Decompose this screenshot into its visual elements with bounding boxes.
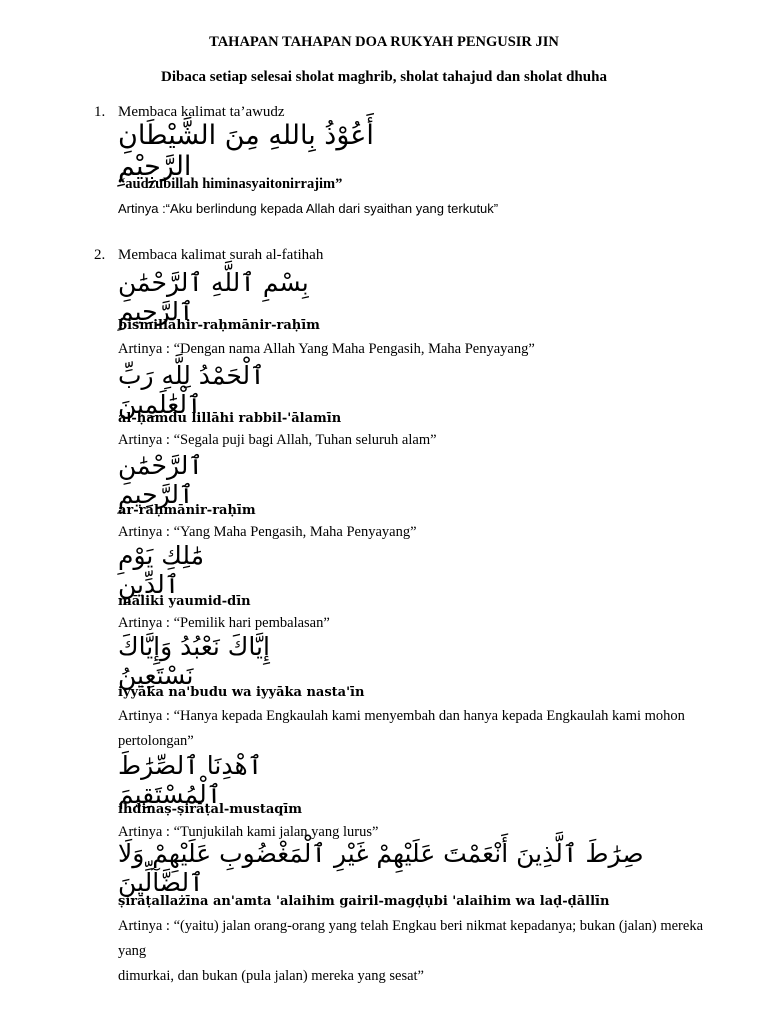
section-heading-text: Membaca kalimat surah al-fatihah (118, 247, 324, 263)
transliteration-verse-1: bismillāhir-raḥmānir-raḥīm (118, 318, 320, 333)
section-number: 1. (94, 104, 106, 120)
section-2-heading (94, 247, 323, 264)
transliteration-verse-4: māliki yaumid-dīn (118, 594, 251, 609)
meaning-verse-7-line-2: dimurkai, dan bukan (pula jalan) mereka yang sesat” (118, 968, 424, 984)
section-1-heading (94, 104, 285, 121)
meaning-taawudz: Artinya :“Aku berlindung kepada Allah dari syaithan yang terkutuk” (118, 201, 499, 216)
transliteration-verse-7: ṣirāṭallażīna an'amta 'alaihim gairil-magḍụbi 'alaihim wa laḍ-ḍāllīn (118, 894, 610, 909)
meaning-verse-7 (118, 914, 728, 989)
meaning-verse-6: Artinya : “Tunjukilah kami jalan yang lurus” (118, 824, 379, 840)
meaning-verse-7-line-1: Artinya : “(yaitu) jalan orang-orang yang telah Engkau beri nikmat kepadanya; bukan (jalan) mereka yang (118, 918, 703, 959)
meaning-verse-5-line-2: pertolongan” (118, 733, 194, 749)
arabic-verse-1: بِسْمِ ٱللَّهِ ٱلرَّحْمَٰنِ ٱلرَّحِيمِ (118, 268, 309, 326)
transliteration-verse-3: ar-raḥmānir-raḥīm (118, 503, 256, 518)
section-heading-text: Membaca kalimat ta’awudz (118, 104, 285, 120)
document-title: TAHAPAN TAHAPAN DOA RUKYAH PENGUSIR JIN (209, 34, 559, 50)
meaning-verse-1: Artinya : “Dengan nama Allah Yang Maha Pengasih, Maha Penyayang” (118, 341, 535, 357)
arabic-verse-7: صِرَٰطَ ٱلَّذِينَ أَنْعَمْتَ عَلَيْهِمْ غَيْرِ ٱلْمَغْضُوبِ عَلَيْهِمْ وَلَا ٱلضَّآلِّينَ (118, 839, 644, 897)
arabic-verse-2: ٱلْحَمْدُ لِلَّهِ رَبِّ ٱلْعَٰلَمِينَ (118, 361, 265, 419)
arabic-verse-3: ٱلرَّحْمَٰنِ ٱلرَّحِيمِ (118, 451, 203, 509)
meaning-verse-5-line-1: Artinya : “Hanya kepada Engkaulah kami menyembah dan hanya kepada Engkaulah kami mohon (118, 708, 685, 724)
meaning-verse-4: Artinya : “Pemilik hari pembalasan” (118, 615, 330, 631)
meaning-verse-2: Artinya : “Segala puji bagi Allah, Tuhan seluruh alam” (118, 432, 437, 448)
arabic-taawudz: أَعُوْذُ بِاللهِ مِنَ الشَّيْطَانِ الرَّجِيْمِ (118, 120, 374, 182)
transliteration-verse-5: iyyāka na'budu wa iyyāka nasta'īn (118, 685, 365, 700)
transliteration-verse-6: ihdinaṣ-ṣirāṭal-mustaqīm (118, 802, 303, 817)
transliteration-taawudz: “audzubillah himinasyaitonirrajim” (118, 176, 343, 192)
arabic-verse-4: مَٰلِكِ يَوْمِ ٱلدِّينِ (118, 541, 205, 599)
arabic-verse-5: إِيَّاكَ نَعْبُدُ وَإِيَّاكَ نَسْتَعِينُ (118, 632, 270, 690)
transliteration-verse-2: al-ḥamdu lillāhi rabbil-'ālamīn (118, 411, 342, 426)
meaning-verse-3: Artinya : “Yang Maha Pengasih, Maha Penyayang” (118, 524, 417, 540)
arabic-verse-6: ٱهْدِنَا ٱلصِّرَٰطَ ٱلْمُسْتَقِيمَ (118, 751, 263, 809)
section-number: 2. (94, 247, 106, 263)
document-subtitle: Dibaca setiap selesai sholat maghrib, sholat tahajud dan sholat dhuha (161, 69, 607, 85)
meaning-verse-5 (118, 704, 728, 754)
